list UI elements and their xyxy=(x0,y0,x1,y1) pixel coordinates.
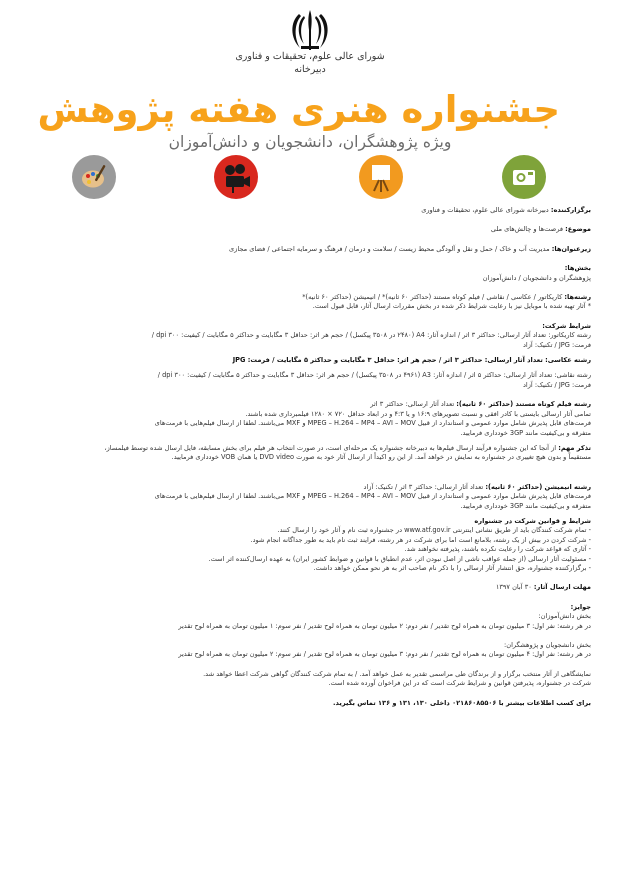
subtopics-label: زیرعنوان‌ها: xyxy=(551,244,591,253)
festival-subtitle: ویژه پژوهشگران، دانشجویان و دانش‌آموزان xyxy=(168,133,452,151)
conditions-label: شرایط شرکت: xyxy=(542,321,591,330)
fields-label: رشته‌ها: xyxy=(564,293,591,302)
reminder-label: تذکر مهم: xyxy=(558,443,591,452)
poster-body xyxy=(36,206,591,708)
org-line2: دبیرخانه xyxy=(294,64,326,75)
contact-line: برای کسب اطلاعات بیشتر با ۰۲۱۸۶۰۸۵۵۰۶ داخلی ۱۳۰، ۱۳۱ و ۱۳۶ تماس بگیرید. xyxy=(333,698,591,707)
exhibit-line-1: نمایشگاهی از آثار منتخب برگزار و از برندگان طی مراسمی تقدیر به عمل خواهد آمد. / به تمام شرکت کنندگان گواهی شرکت اعطا خواهد شد. xyxy=(203,669,591,678)
rule-4: - مسئولیت آثار ارسالی (از جمله عواقب ناشی از اصل نبودن اثر، عدم انطباق با قوانین و ضوابط کشور ایران) به عهده ارسال‌کننده اثر است. xyxy=(208,554,591,563)
reminder-line-2: مستقیماً و بدون هیچ تغییری در جشنواره به نمایش در خواهد آمد. از این رو اکیداً از ارسال آثار خود به صورت DVD video یا همان VOB خودداری فرمایید. xyxy=(171,453,591,462)
org-line1: شورای عالی علوم، تحقیقات و فناوری xyxy=(235,51,385,62)
rule-2: - شرکت کردن در بیش از یک رشته، بلامانع است اما برای شرکت در هر رشته، فرایند ثبت نام باید به طور جداگانه انجام شود. xyxy=(250,535,591,544)
reminder-text: از آنجا که این جشنواره فرآیند ارسال فیلم‌ها به دبیرخانه جشنواره یک مرحله‌ای است، در صورت انتخاب هر فیلم برای بخش مسابقه، فایل ارسال شده توسط فیلمساز، xyxy=(104,443,557,452)
film-line-1: تمامی آثار ارسالی بایستی با کادر افقی و نسبت تصویرهای ۱۶:۹ و یا ۴:۳ و در ابعاد حداقل ۷۲۰ × ۱۲۸۰ فیلمبرداری شده باشند. xyxy=(245,409,591,418)
rule-3: - آثاری که قواعد شرکت را رعایت نکرده باشند، پذیرفته نخواهند شد. xyxy=(404,545,591,554)
film-line-2: فرمت‌های قابل پذیرش شامل موارد عمومی و استاندارد از قبیل MPEG – H.264 – MP4 – AVI – MOV و MXF می‌باشند. لطفا از ارسال فیلم‌هایی با فرمت‌های xyxy=(154,419,591,428)
anim-line-2: متفرقه و بی‌کیفیت مانند 3GP خودداری فرمایید. xyxy=(460,501,591,510)
category-icons xyxy=(72,155,548,205)
organizer-line xyxy=(36,206,591,215)
deadline-line xyxy=(36,583,591,592)
film-line xyxy=(36,400,591,409)
fields-text: کاریکاتور / عکاسی / نقاشی / فیلم کوتاه مستند (حداکثر ۶۰ ثانیه)* / انیمیشن (حداکثر ۶۰ ثانیه)* xyxy=(302,293,563,302)
film-camera-icon xyxy=(214,155,258,199)
exhibit-line-2: شرکت در جشنواره، پذیرفتن قوانین و شرایط شرکت است که در این فراخوان آورده شده است. xyxy=(328,679,591,688)
sections-text: پژوهشگران و دانشجویان / دانش‌آموزان xyxy=(482,273,591,282)
rule-5: - برگزارکننده جشنواره، حق انتشار آثار ارسالی را با ذکر نام صاحب اثر به هر نحو ممکن خواهد داشت. xyxy=(313,563,591,572)
subtopics-line xyxy=(36,245,591,254)
subtopics-text: مدیریت آب و خاک / حمل و نقل و آلودگی محیط زیست / سلامت و درمان / فرهنگ و سرمایه اجتماعی / فضای مجازی xyxy=(228,244,550,253)
sections-label: بخش‌ها: xyxy=(564,264,591,273)
students-prizes: در هر رشته: نفر اول: ۳ میلیون تومان به همراه لوح تقدیر / نفر دوم: ۲ میلیون تومان به همراه لوح تقدیر / نفر سوم: ۱ میلیون تومان به همراه لوح تقدیر xyxy=(178,621,591,630)
organizer-text: دبیرخانه شورای عالی علوم، تحقیقات و فناوری xyxy=(421,206,549,214)
anim-label: رشته انیمیشن (حداکثر ۶۰ ثانیه): xyxy=(485,482,591,491)
reminder-line xyxy=(36,444,591,453)
topic-text: فرصت‌ها و چالش‌های ملی xyxy=(490,225,564,234)
topic-line xyxy=(36,225,591,234)
painting-line: رشته نقاشی: تعداد آثار ارسالی: حداکثر ۵ اثر / اندازه آثار: A3 (۴۹۶۱ در ۳۵۰۸ پیکسل) / حجم هر اثر: حداقل ۳ مگابایت و حداکثر ۵ مگابایت / کیفیت: dpi ۳۰۰ / xyxy=(157,371,591,380)
topic-label: موضوع: xyxy=(565,225,591,234)
fields-note: * آثار تهیه شده با موبایل نیز با رعایت شرایط ذکر شده در بخش مقررات ارسال آثار، قابل قبول است. xyxy=(312,302,591,311)
festival-title: جشنواره هنری هفته پژوهش xyxy=(37,88,560,131)
film-line-3: متفرقه و بی‌کیفیت مانند 3GP خودداری فرمایید. xyxy=(460,428,591,437)
film-label: رشته فیلم کوتاه مستند (حداکثر ۶۰ ثانیه): xyxy=(456,400,591,409)
students-label: بخش دانش‌آموزان: xyxy=(538,612,591,621)
painting-line-2: فرمت: JPG / تکنیک: آزاد xyxy=(522,380,591,389)
camera-icon xyxy=(502,155,546,199)
rule-1: - تمام شرکت کنندگان باید از طریق نشانی اینترنتی www.atf.gov.ir در جشنواره ثبت نام و آثار خود را ارسال کنند. xyxy=(277,526,591,535)
researchers-prizes: در هر رشته: نفر اول: ۴ میلیون تومان به همراه لوح تقدیر / نفر دوم: ۳ میلیون تومان به همراه لوح تقدیر / نفر سوم: ۲ میلیون تومان به همراه لوح تقدیر xyxy=(178,650,591,659)
organizer-label: برگزارکننده: xyxy=(550,206,591,214)
anim-text: تعداد آثار ارسالی: حداکثر ۳ اثر / تکنیک: آزاد xyxy=(363,482,484,491)
deadline-label: مهلت ارسال آثار: xyxy=(533,583,591,592)
caricature-line: رشته کاریکاتور: تعداد آثار ارسالی: حداکثر ۳ اثر / اندازه آثار: A4 (۲۴۸۰ در ۳۵۰۸ پیکسل) / حجم هر اثر: حداقل ۳ مگابایت و حداکثر ۵ مگابایت / کیفیت: dpi ۳۰۰ / xyxy=(151,331,591,340)
palette-icon xyxy=(72,155,116,199)
photo-line: رشته عکاسی: تعداد آثار ارسالی: حداکثر ۳ اثر / حجم هر اثر: حداقل ۳ مگابایت و حداکثر ۵ مگابایت / فرمت: JPG xyxy=(232,356,591,365)
organization-name xyxy=(200,50,420,76)
rules-label: شرایط و قوانین شرکت در جشنواره xyxy=(474,516,591,525)
film-text: تعداد آثار ارسالی: حداکثر ۳ اثر xyxy=(370,400,455,409)
researchers-label: بخش دانشجویان و پژوهشگران: xyxy=(504,641,591,649)
easel-icon xyxy=(359,155,403,199)
prizes-label: جوایز: xyxy=(570,602,591,611)
caricature-line-2: فرمت: JPG / تکنیک: آزاد xyxy=(522,340,591,349)
anim-line xyxy=(36,483,591,492)
iran-emblem-icon xyxy=(286,6,334,54)
deadline-text: ۳۰ آبان ۱۳۹۷ xyxy=(495,583,532,592)
anim-line-1: فرمت‌های قابل پذیرش شامل موارد عمومی و استاندارد از قبیل MPEG – H.264 – MP4 – AVI – MOV و MXF می‌باشند. لطفا از ارسال فیلم‌هایی با فرمت‌های xyxy=(154,492,591,501)
